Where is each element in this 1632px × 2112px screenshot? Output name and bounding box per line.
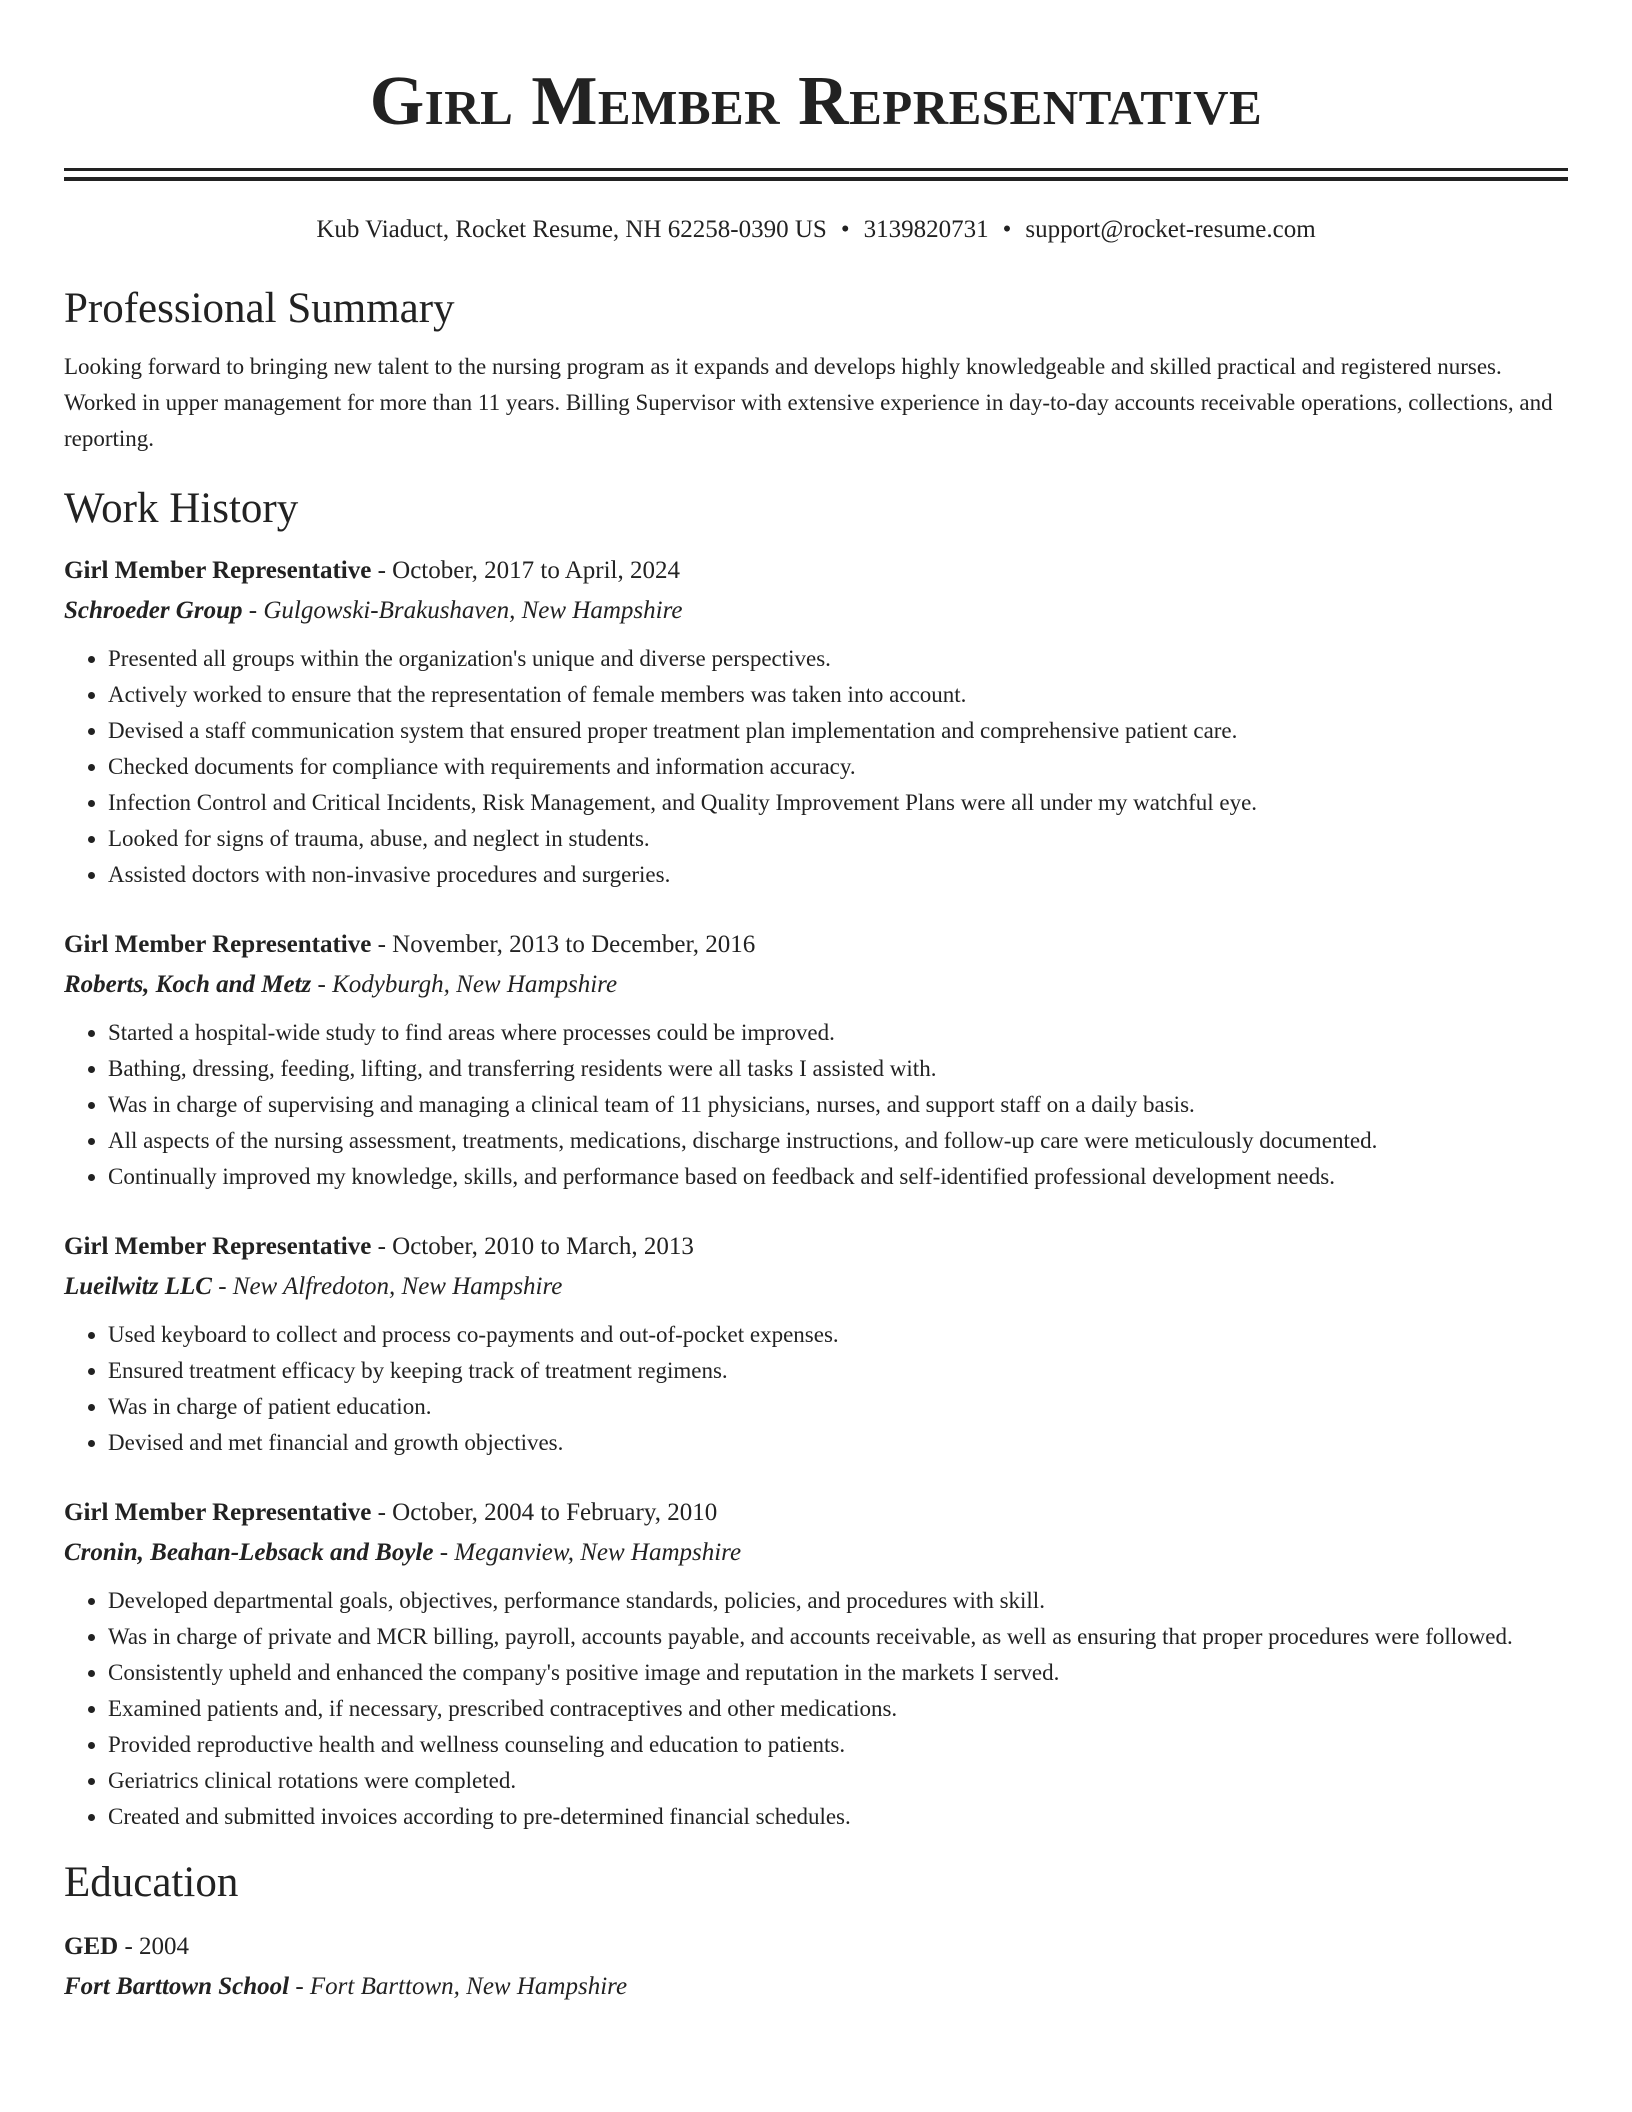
job-location: - Kodyburgh, New Hampshire — [311, 971, 618, 998]
education-year: - 2004 — [118, 1933, 190, 1960]
education-degree: GED — [64, 1933, 119, 1960]
job-entry — [64, 1493, 1568, 1835]
header-rule-thick — [64, 177, 1568, 181]
job-bullet: • Devised a staff communication system that ensured proper treatment plan implementation and comprehensive patient care. — [108, 713, 1568, 749]
job-bullet: • Continually improved my knowledge, skills, and performance based on feedback and self-identified professional development needs. — [108, 1159, 1568, 1195]
header-rule-thin — [64, 168, 1568, 171]
job-bullet: • All aspects of the nursing assessment, treatments, medications, discharge instructions, and follow-up care were meticulously documented. — [108, 1123, 1568, 1159]
job-dates: - October, 2010 to March, 2013 — [371, 1233, 694, 1260]
job-entry — [64, 925, 1568, 1195]
job-company: Cronin, Beahan-Lebsack and Boyle — [64, 1539, 434, 1566]
job-entry — [64, 1227, 1568, 1461]
work-history-heading: Work History — [64, 485, 299, 532]
education-school-line — [64, 1967, 1568, 2007]
job-bullet: • Checked documents for compliance with requirements and information accuracy. — [108, 749, 1568, 785]
contact-email: support@rocket-resume.com — [1025, 216, 1316, 243]
contact-separator: • — [1002, 216, 1012, 243]
contact-line — [64, 215, 1568, 245]
job-bullet: • Used keyboard to collect and process co-payments and out-of-pocket expenses. — [108, 1317, 1568, 1353]
job-company: Schroeder Group — [64, 597, 243, 624]
job-role: Girl Member Representative — [64, 931, 372, 958]
job-company-line — [64, 591, 1568, 631]
job-company: Roberts, Koch and Metz — [64, 971, 312, 998]
contact-separator: • — [840, 216, 850, 243]
job-bullet: • Developed departmental goals, objectives, performance standards, policies, and procedures with skill. — [108, 1583, 1568, 1619]
job-bullet: • Was in charge of private and MCR billing, payroll, accounts payable, and accounts receivable, as well as ensuring that proper procedures were followed. — [108, 1619, 1568, 1655]
work-history-list — [64, 551, 1568, 1835]
job-bullet: • Started a hospital-wide study to find areas where processes could be improved. — [108, 1015, 1568, 1051]
job-bullet-list — [64, 1317, 1568, 1461]
education-school: Fort Barttown School — [64, 1973, 290, 2000]
education-heading: Education — [64, 1859, 239, 1906]
job-bullet: • Presented all groups within the organization's unique and diverse perspectives. — [108, 641, 1568, 677]
education-entry — [64, 1927, 1568, 2007]
candidate-name: Girl Member Representative — [369, 63, 1263, 140]
job-company-line — [64, 1533, 1568, 1573]
job-title-line — [64, 925, 1568, 965]
job-company-line — [64, 965, 1568, 1005]
job-bullet: • Bathing, dressing, feeding, lifting, and transferring residents were all tasks I assisted with. — [108, 1051, 1568, 1087]
education-degree-line — [64, 1927, 1568, 1967]
job-location: - Gulgowski-Brakushaven, New Hampshire — [242, 597, 683, 624]
contact-phone: 3139820731 — [863, 216, 989, 243]
job-bullet: • Examined patients and, if necessary, prescribed contraceptives and other medications. — [108, 1691, 1568, 1727]
job-location: - New Alfredoton, New Hampshire — [211, 1273, 563, 1300]
job-bullet: • Was in charge of patient education. — [108, 1389, 1568, 1425]
job-company-line — [64, 1267, 1568, 1307]
job-bullet: • Actively worked to ensure that the representation of female members was taken into account. — [108, 677, 1568, 713]
job-bullet: • Was in charge of supervising and managing a clinical team of 11 physicians, nurses, and support staff on a daily basis. — [108, 1087, 1568, 1123]
job-role: Girl Member Representative — [64, 1233, 372, 1260]
job-dates: - November, 2013 to December, 2016 — [371, 931, 756, 958]
job-role: Girl Member Representative — [64, 557, 372, 584]
job-bullet: • Geriatrics clinical rotations were completed. — [108, 1763, 1568, 1799]
job-title-line — [64, 1227, 1568, 1267]
job-bullet: • Devised and met financial and growth objectives. — [108, 1425, 1568, 1461]
job-entry — [64, 551, 1568, 893]
job-bullet: • Looked for signs of trauma, abuse, and neglect in students. — [108, 821, 1568, 857]
job-bullet: • Assisted doctors with non-invasive procedures and surgeries. — [108, 857, 1568, 893]
job-location: - Meganview, New Hampshire — [433, 1539, 742, 1566]
job-bullet: • Provided reproductive health and wellness counseling and education to patients. — [108, 1727, 1568, 1763]
job-bullet-list — [64, 1015, 1568, 1195]
job-bullet: • Infection Control and Critical Incidents, Risk Management, and Quality Improvement Plans were all under my watchful eye. — [108, 785, 1568, 821]
job-dates: - October, 2004 to February, 2010 — [371, 1499, 718, 1526]
job-role: Girl Member Representative — [64, 1499, 372, 1526]
job-bullet-list — [64, 1583, 1568, 1835]
job-title-line — [64, 1493, 1568, 1533]
contact-address: Kub Viaduct, Rocket Resume, NH 62258-0390 US — [316, 216, 827, 243]
job-bullet: • Ensured treatment efficacy by keeping track of treatment regimens. — [108, 1353, 1568, 1389]
job-company: Lueilwitz LLC — [64, 1273, 212, 1300]
summary-heading: Professional Summary — [64, 285, 455, 332]
job-bullet: • Created and submitted invoices according to pre-determined financial schedules. — [108, 1799, 1568, 1835]
job-title-line — [64, 551, 1568, 591]
job-dates: - October, 2017 to April, 2024 — [371, 557, 680, 584]
job-bullet-list — [64, 641, 1568, 893]
job-bullet: • Consistently upheld and enhanced the company's positive image and reputation in the markets I served. — [108, 1655, 1568, 1691]
education-location: - Fort Barttown, New Hampshire — [289, 1973, 628, 2000]
summary-text: Looking forward to bringing new talent to the nursing program as it expands and develops highly knowledgeable and skilled practical and registered nurses. Worked in upper management for more than 11 years. Billing Supervisor with extensive experience in day-to-day accounts receivable operations, collections, and reporting. — [64, 354, 1553, 451]
